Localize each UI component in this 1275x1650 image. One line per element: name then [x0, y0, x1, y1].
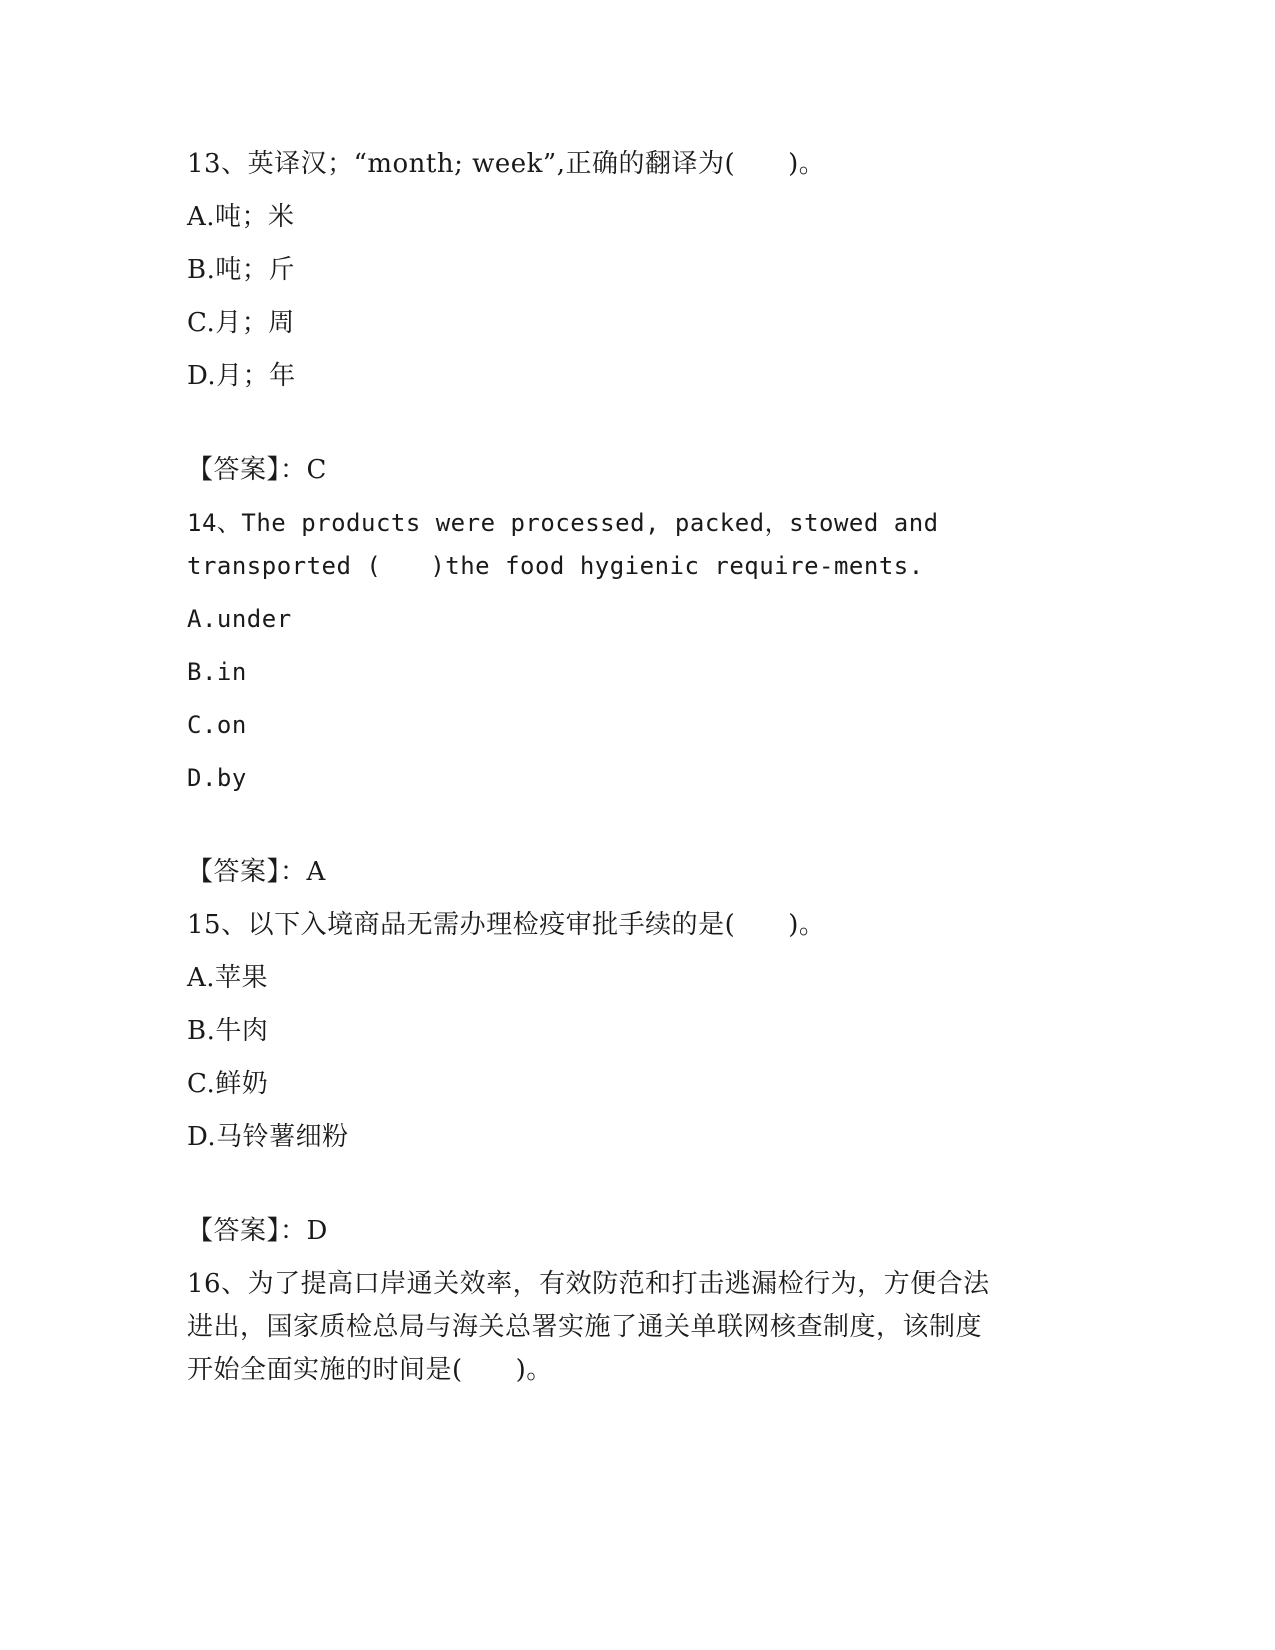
question-13-option-a: A.吨；米 — [187, 202, 295, 232]
question-15-option-b: B.牛肉 — [187, 1016, 269, 1046]
question-14-stem-line-2: transported ( )the food hygienic require-ments. — [187, 552, 924, 580]
question-13-stem: 13、英译汉；“month; week”,正确的翻译为( )。 — [187, 149, 826, 179]
question-14-option-a: A.under — [187, 605, 292, 633]
question-14-option-b: B.in — [187, 658, 247, 686]
question-15-answer: 【答案】：D — [187, 1216, 328, 1246]
question-16-stem-line-3: 开始全面实施的时间是( )。 — [187, 1355, 553, 1385]
question-13-answer: 【答案】：C — [187, 455, 327, 485]
question-15-option-d: D.马铃薯细粉 — [187, 1122, 349, 1152]
question-14-stem-line-1: 14、The products were processed, packed，stowed and — [187, 509, 939, 537]
question-14-answer: 【答案】：A — [187, 857, 326, 887]
question-16-stem-line-1: 16、为了提高口岸通关效率，有效防范和打击逃漏检行为，方便合法 — [187, 1269, 990, 1299]
question-14-option-c: C.on — [187, 711, 247, 739]
question-13-option-c: C.月；周 — [187, 308, 295, 338]
question-15-option-a: A.苹果 — [187, 963, 269, 993]
question-15-option-c: C.鲜奶 — [187, 1069, 269, 1099]
question-13-option-d: D.月；年 — [187, 361, 296, 391]
question-15-stem: 15、以下入境商品无需办理检疫审批手续的是( )。 — [187, 910, 826, 940]
question-16-stem-line-2: 进出，国家质检总局与海关总署实施了通关单联网核查制度，该制度 — [187, 1312, 983, 1342]
question-14-option-d: D.by — [187, 764, 247, 792]
question-13-option-b: B.吨；斤 — [187, 255, 295, 285]
